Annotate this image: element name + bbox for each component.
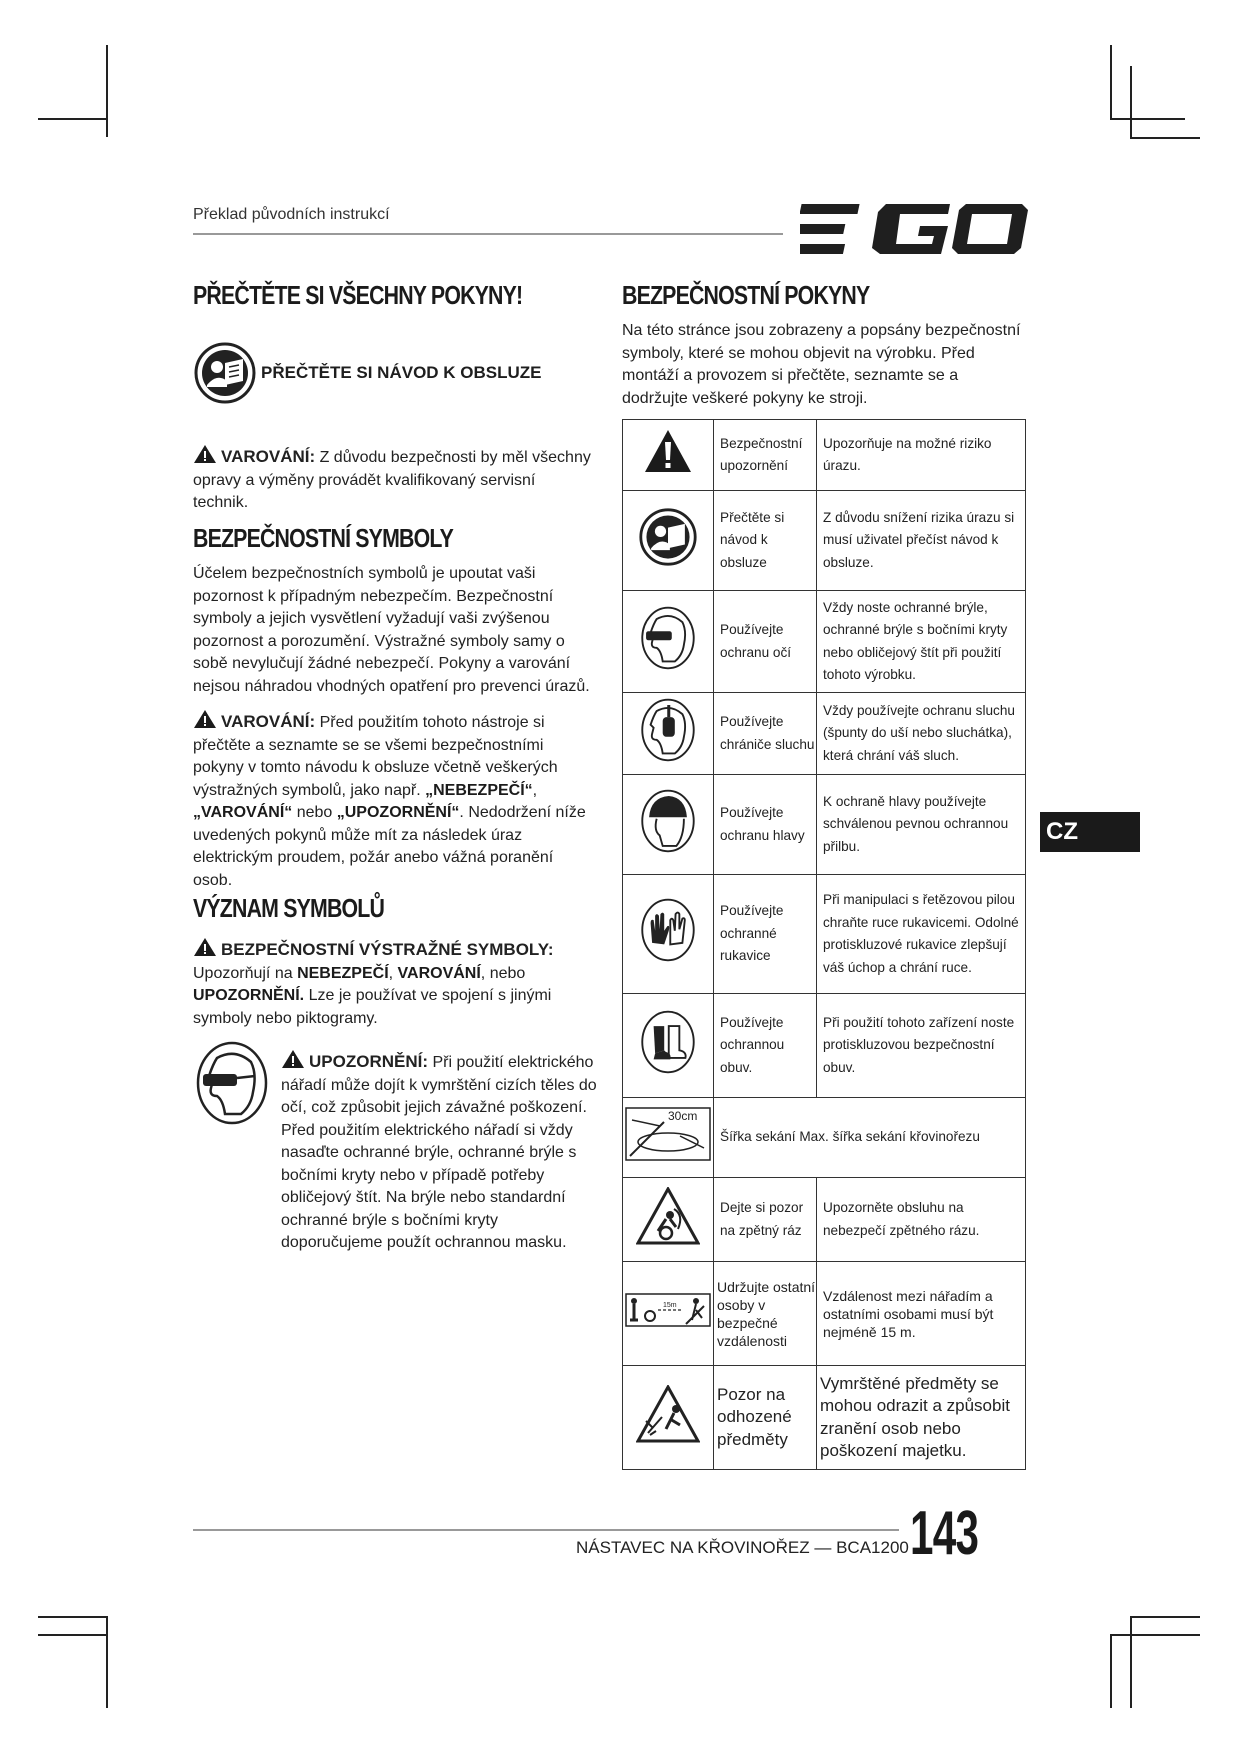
table-row	[623, 1098, 1026, 1178]
language-tab: CZ	[1040, 812, 1140, 852]
symbol-name: Používejte ochranu očí	[714, 591, 817, 693]
page-number: 143	[910, 1499, 979, 1568]
symbol-description: Upozorněte obsluhu na nebezpečí zpětného rázu.	[817, 1178, 1026, 1262]
kickback-icon	[636, 1187, 700, 1245]
separator: ,	[388, 964, 398, 982]
symbol-name: Dejte si pozor na zpětný ráz	[714, 1178, 817, 1262]
safety-instructions-title: BEZPEČNOSTNÍ POKYNY	[622, 280, 870, 310]
warning-triangle-icon	[281, 1049, 305, 1069]
safety-symbols-title: BEZPEČNOSTNÍ SYMBOLY	[193, 523, 454, 553]
warning-term: VAROVÁNÍ	[397, 964, 481, 982]
table-row	[623, 491, 1026, 591]
alert-symbols-paragraph	[193, 937, 593, 1030]
symbol-name: Používejte ochrannou obuv.	[714, 994, 817, 1098]
crop-mark	[38, 1634, 108, 1636]
ear-protection-icon	[640, 695, 696, 765]
alert-text: Lze je používat ve spojení s jinými symboly nebo piktogramy.	[193, 987, 552, 1027]
symbol-description: Při manipulaci s řetězovou pilou chraňte ruce rukavicemi. Odolné protiskluzové rukavice zlepšují váš úchop a chrání ruce.	[817, 875, 1026, 994]
separator: ,	[532, 781, 538, 799]
caution-term: „UPOZORNĚNÍ“	[336, 804, 460, 821]
keep-distance-icon	[624, 1290, 712, 1330]
table-row	[623, 875, 1026, 994]
crop-mark	[106, 1616, 108, 1708]
thrown-objects-icon	[636, 1385, 700, 1443]
warning-repairs	[193, 444, 593, 515]
symbol-name: Šířka sekání	[720, 1129, 796, 1145]
alert-symbols-label: BEZPEČNOSTNÍ VÝSTRAŽNÉ SYMBOLY:	[221, 940, 554, 959]
ego-logo	[800, 202, 1028, 258]
warning-triangle-icon	[193, 444, 217, 464]
read-manual-icon	[638, 507, 698, 567]
warning-text: . Nedodržení níže uvedených pokynů může mít za následek úraz elektrickým proudem, požár anebo vážná poranění osob.	[193, 804, 586, 889]
cutting-width-icon-label: 30cm	[668, 1108, 698, 1123]
read-manual-icon	[193, 341, 257, 405]
warning-label: VAROVÁNÍ:	[221, 712, 316, 731]
table-row	[623, 420, 1026, 491]
crop-mark	[1130, 1616, 1132, 1708]
alert-text: , nebo	[480, 964, 526, 982]
warning-triangle-icon	[193, 709, 217, 729]
caution-paragraph	[281, 1049, 599, 1255]
read-manual-label: PŘEČTĚTE SI NÁVOD K OBSLUZE	[261, 363, 542, 382]
footer-rule	[193, 1529, 899, 1531]
warning-text: Z důvodu bezpečnosti by měl všechny opravy a výměny provádět kvalifikovaný servisní technik.	[193, 449, 591, 511]
safety-symbols-paragraph: Účelem bezpečnostních symbolů je upoutat vaši pozornost k případným nebezpečím. Bezpečnostní symboly a jejich vysvětlení vyžadují vaši zvýšenou pozornost a porozumění. Výstražné symboly samy o sobě nevylučují žádné nebezpečí. Pokyny a varování nejsou náhradou vhodných opatření pro prevenci úrazů.	[193, 565, 590, 695]
symbol-name: Používejte chrániče sluchu	[714, 693, 817, 775]
warning-term: „VAROVÁNÍ“	[193, 804, 293, 821]
read-manual-row	[193, 341, 542, 405]
warning-triangle-icon	[193, 937, 217, 957]
caution-text: Při použití elektrického nářadí může dojít k vymrštění cizích těles do očí, což způsobit jejich závažné poškození. Před použitím elektrického nářadí si vždy nasaďte ochranné brýle, ochranné brýle s bočními kryty nebo v případě potřeby obličejový štít. Na brýle nebo standardní ochranné brýle s bočními kryty doporučujeme použít ochrannou masku.	[281, 1054, 597, 1251]
table-row	[623, 994, 1026, 1098]
safety-instructions-intro: Na této stránce jsou zobrazeny a popsány bezpečnostní symboly, které se mohou objevit na výrobku. Před montáží a provozem si přečtěte, seznamte se a dodržujte veškeré pokyny ke stroji.	[622, 322, 1021, 407]
crop-mark	[38, 1616, 108, 1618]
danger-term: NEBEZPEČÍ	[297, 964, 389, 982]
table-row	[623, 1178, 1026, 1262]
header-rule	[193, 233, 783, 235]
table-row	[623, 1366, 1026, 1470]
symbol-description: Max. šířka sekání křovinořezu	[799, 1129, 980, 1145]
symbol-name: Přečtěte si návod k obsluze	[714, 491, 817, 591]
crop-mark	[1130, 1616, 1200, 1618]
table-row	[623, 1262, 1026, 1366]
symbol-name: Používejte ochranné rukavice	[714, 875, 817, 994]
head-protection-icon	[640, 786, 696, 856]
caution-label: UPOZORNĚNÍ:	[309, 1052, 428, 1071]
symbol-name: Bezpečnostní upozornění	[714, 420, 817, 491]
symbol-name: Pozor na odhozené předměty	[714, 1366, 817, 1470]
eye-protection-icon	[640, 603, 696, 673]
symbol-description: Z důvodu snížení rizika úrazu si musí uživatel přečíst návod k obsluze.	[817, 491, 1026, 591]
gloves-icon	[640, 895, 696, 965]
safety-symbols-table	[622, 419, 1026, 1470]
boots-icon	[640, 1007, 696, 1077]
symbol-description: Při použití tohoto zařízení noste protiskluzovou bezpečnostní obuv.	[817, 994, 1026, 1098]
warning-text: Před použitím tohoto nástroje si přečtěte a seznamte se se všemi bezpečnostními pokyny v tomto návodu k obsluze včetně veškerých výstražných symbolů, jako např.	[193, 714, 558, 799]
crop-mark	[106, 45, 108, 137]
eye-protection-icon	[195, 1040, 269, 1126]
caution-term: UPOZORNĚNÍ.	[193, 987, 305, 1004]
keep-distance-icon-label: 15m	[663, 1301, 677, 1309]
table-row	[623, 591, 1026, 693]
symbol-description: Vzdálenost mezi nářadím a ostatními osobami musí být nejméně 15 m.	[817, 1262, 1026, 1366]
symbol-name: Udržujte ostatní osoby v bezpečné vzdálenosti	[714, 1262, 817, 1366]
crop-mark	[1130, 66, 1132, 138]
symbol-description: Upozorňuje na možné riziko úrazu.	[817, 420, 1026, 491]
alert-text: Upozorňují na	[193, 964, 298, 982]
read-all-title: PŘEČTĚTE SI VŠECHNY POKYNY!	[193, 280, 523, 310]
crop-mark	[38, 118, 108, 120]
table-row	[623, 693, 1026, 775]
warning-label: VAROVÁNÍ:	[221, 447, 316, 466]
table-row	[623, 775, 1026, 875]
symbol-description: Vždy noste ochranné brýle, ochranné brýle s bočními kryty nebo obličejový štít při použití tohoto výrobku.	[817, 591, 1026, 693]
crop-mark	[1130, 137, 1200, 139]
conjunction: nebo	[292, 804, 337, 821]
footer-product: NÁSTAVEC NA KŘOVINOŘEZ — BCA1200	[576, 1538, 909, 1557]
symbol-description: Vymrštěné předměty se mohou odrazit a způsobit zranění osob nebo poškození majetku.	[817, 1366, 1026, 1470]
warning-before-use	[193, 709, 593, 892]
crop-mark	[1110, 45, 1112, 120]
crop-mark	[1110, 118, 1185, 120]
crop-mark	[1110, 1634, 1200, 1636]
cutting-width-icon	[624, 1106, 712, 1162]
header-subtitle: Překlad původních instrukcí	[193, 206, 390, 223]
symbol-description: K ochraně hlavy používejte schválenou pevnou ochrannou přilbu.	[817, 775, 1026, 875]
crop-mark	[1110, 1634, 1112, 1708]
symbol-meaning-title: VÝZNAM SYMBOLŮ	[193, 893, 385, 923]
symbol-description: Vždy používejte ochranu sluchu (špunty do uší nebo sluchátka), která chrání váš sluch.	[817, 693, 1026, 775]
warning-triangle-icon	[643, 428, 693, 474]
danger-term: „NEBEZPEČÍ“	[425, 781, 533, 799]
symbol-name: Používejte ochranu hlavy	[714, 775, 817, 875]
